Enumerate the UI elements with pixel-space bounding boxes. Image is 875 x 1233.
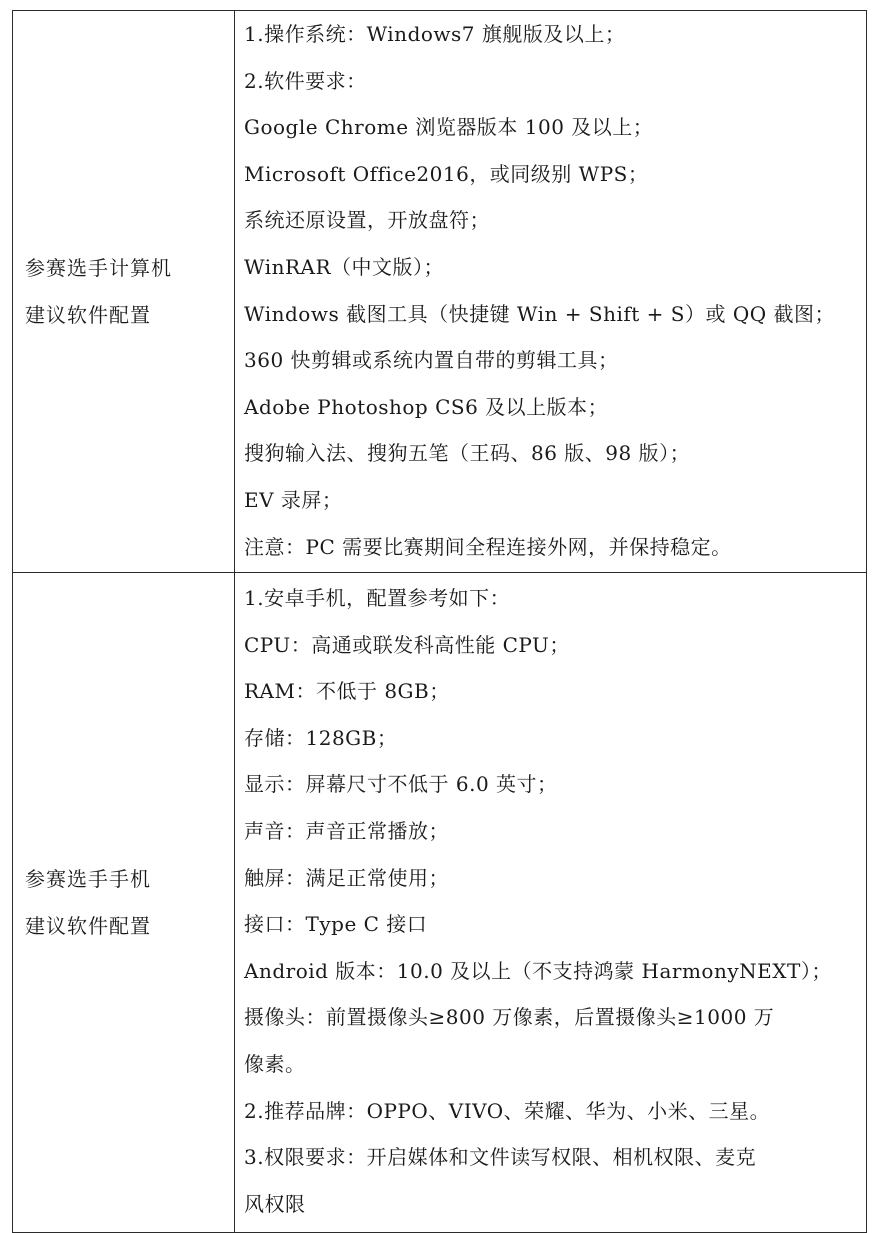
content-line: WinRAR（中文版）； xyxy=(244,254,445,279)
content-line: Windows 截图工具（快捷键 Win + Shift + S）或 QQ 截图； xyxy=(244,301,835,326)
row-content-cell xyxy=(235,11,867,573)
content-line: 1.安卓手机，配置参考如下： xyxy=(244,586,511,610)
row-label-line: 参赛选手计算机 xyxy=(25,256,172,280)
content-line: 系统还原设置，开放盘符； xyxy=(244,208,490,233)
content-line: Adobe Photoshop CS6 及以上版本； xyxy=(244,394,609,419)
row-label-line: 参赛选手手机 xyxy=(25,867,151,891)
content-line: EV 录屏； xyxy=(244,487,343,512)
content-line: CPU：高通或联发科高性能 CPU； xyxy=(244,632,570,657)
content-line: Android 版本：10.0 及以上（不支持鸿蒙 HarmonyNEXT）； xyxy=(244,958,832,983)
config-table xyxy=(12,10,867,1233)
row-label-cell xyxy=(13,573,235,1233)
row-label-line: 建议软件配置 xyxy=(25,913,151,938)
content-line: 2.软件要求： xyxy=(244,68,367,93)
content-line: 3.权限要求：开启媒体和文件读写权限、相机权限、麦克 xyxy=(244,1145,757,1170)
content-line: 风权限 xyxy=(244,1191,306,1216)
content-line: 360 快剪辑或系统内置自带的剪辑工具； xyxy=(244,348,619,373)
content-line: 声音：声音正常播放； xyxy=(244,818,449,843)
content-line: 搜狗输入法、搜狗五笔（王码、86 版、98 版）； xyxy=(244,441,691,466)
content-line: 触屏：满足正常使用； xyxy=(244,865,449,890)
content-line: 注意：PC 需要比赛期间全程连接外网，并保持稳定。 xyxy=(244,534,732,559)
content-line: 存储：128GB； xyxy=(244,725,398,750)
content-line: 接口：Type C 接口 xyxy=(244,912,428,937)
content-line: Google Chrome 浏览器版本 100 及以上； xyxy=(244,115,654,140)
content-line: 2.推荐品牌：OPPO、VIVO、荣耀、华为、小米、三星。 xyxy=(244,1098,771,1123)
content-line: 像素。 xyxy=(244,1051,306,1076)
table-row-phone xyxy=(13,573,867,1233)
row-label-cell xyxy=(13,11,235,573)
row-label-line: 建议软件配置 xyxy=(25,302,151,327)
table-row-computer xyxy=(13,11,867,573)
content-line: 显示：屏幕尺寸不低于 6.0 英寸； xyxy=(244,772,558,797)
content-line: Microsoft Office2016，或同级别 WPS； xyxy=(244,161,649,186)
content-line: 1.操作系统：Windows7 旗舰版及以上； xyxy=(244,22,626,46)
row-content-cell xyxy=(235,573,867,1233)
content-line: 摄像头：前置摄像头≥800 万像素，后置摄像头≥1000 万 xyxy=(244,1005,775,1030)
content-line: RAM：不低于 8GB； xyxy=(244,679,450,704)
